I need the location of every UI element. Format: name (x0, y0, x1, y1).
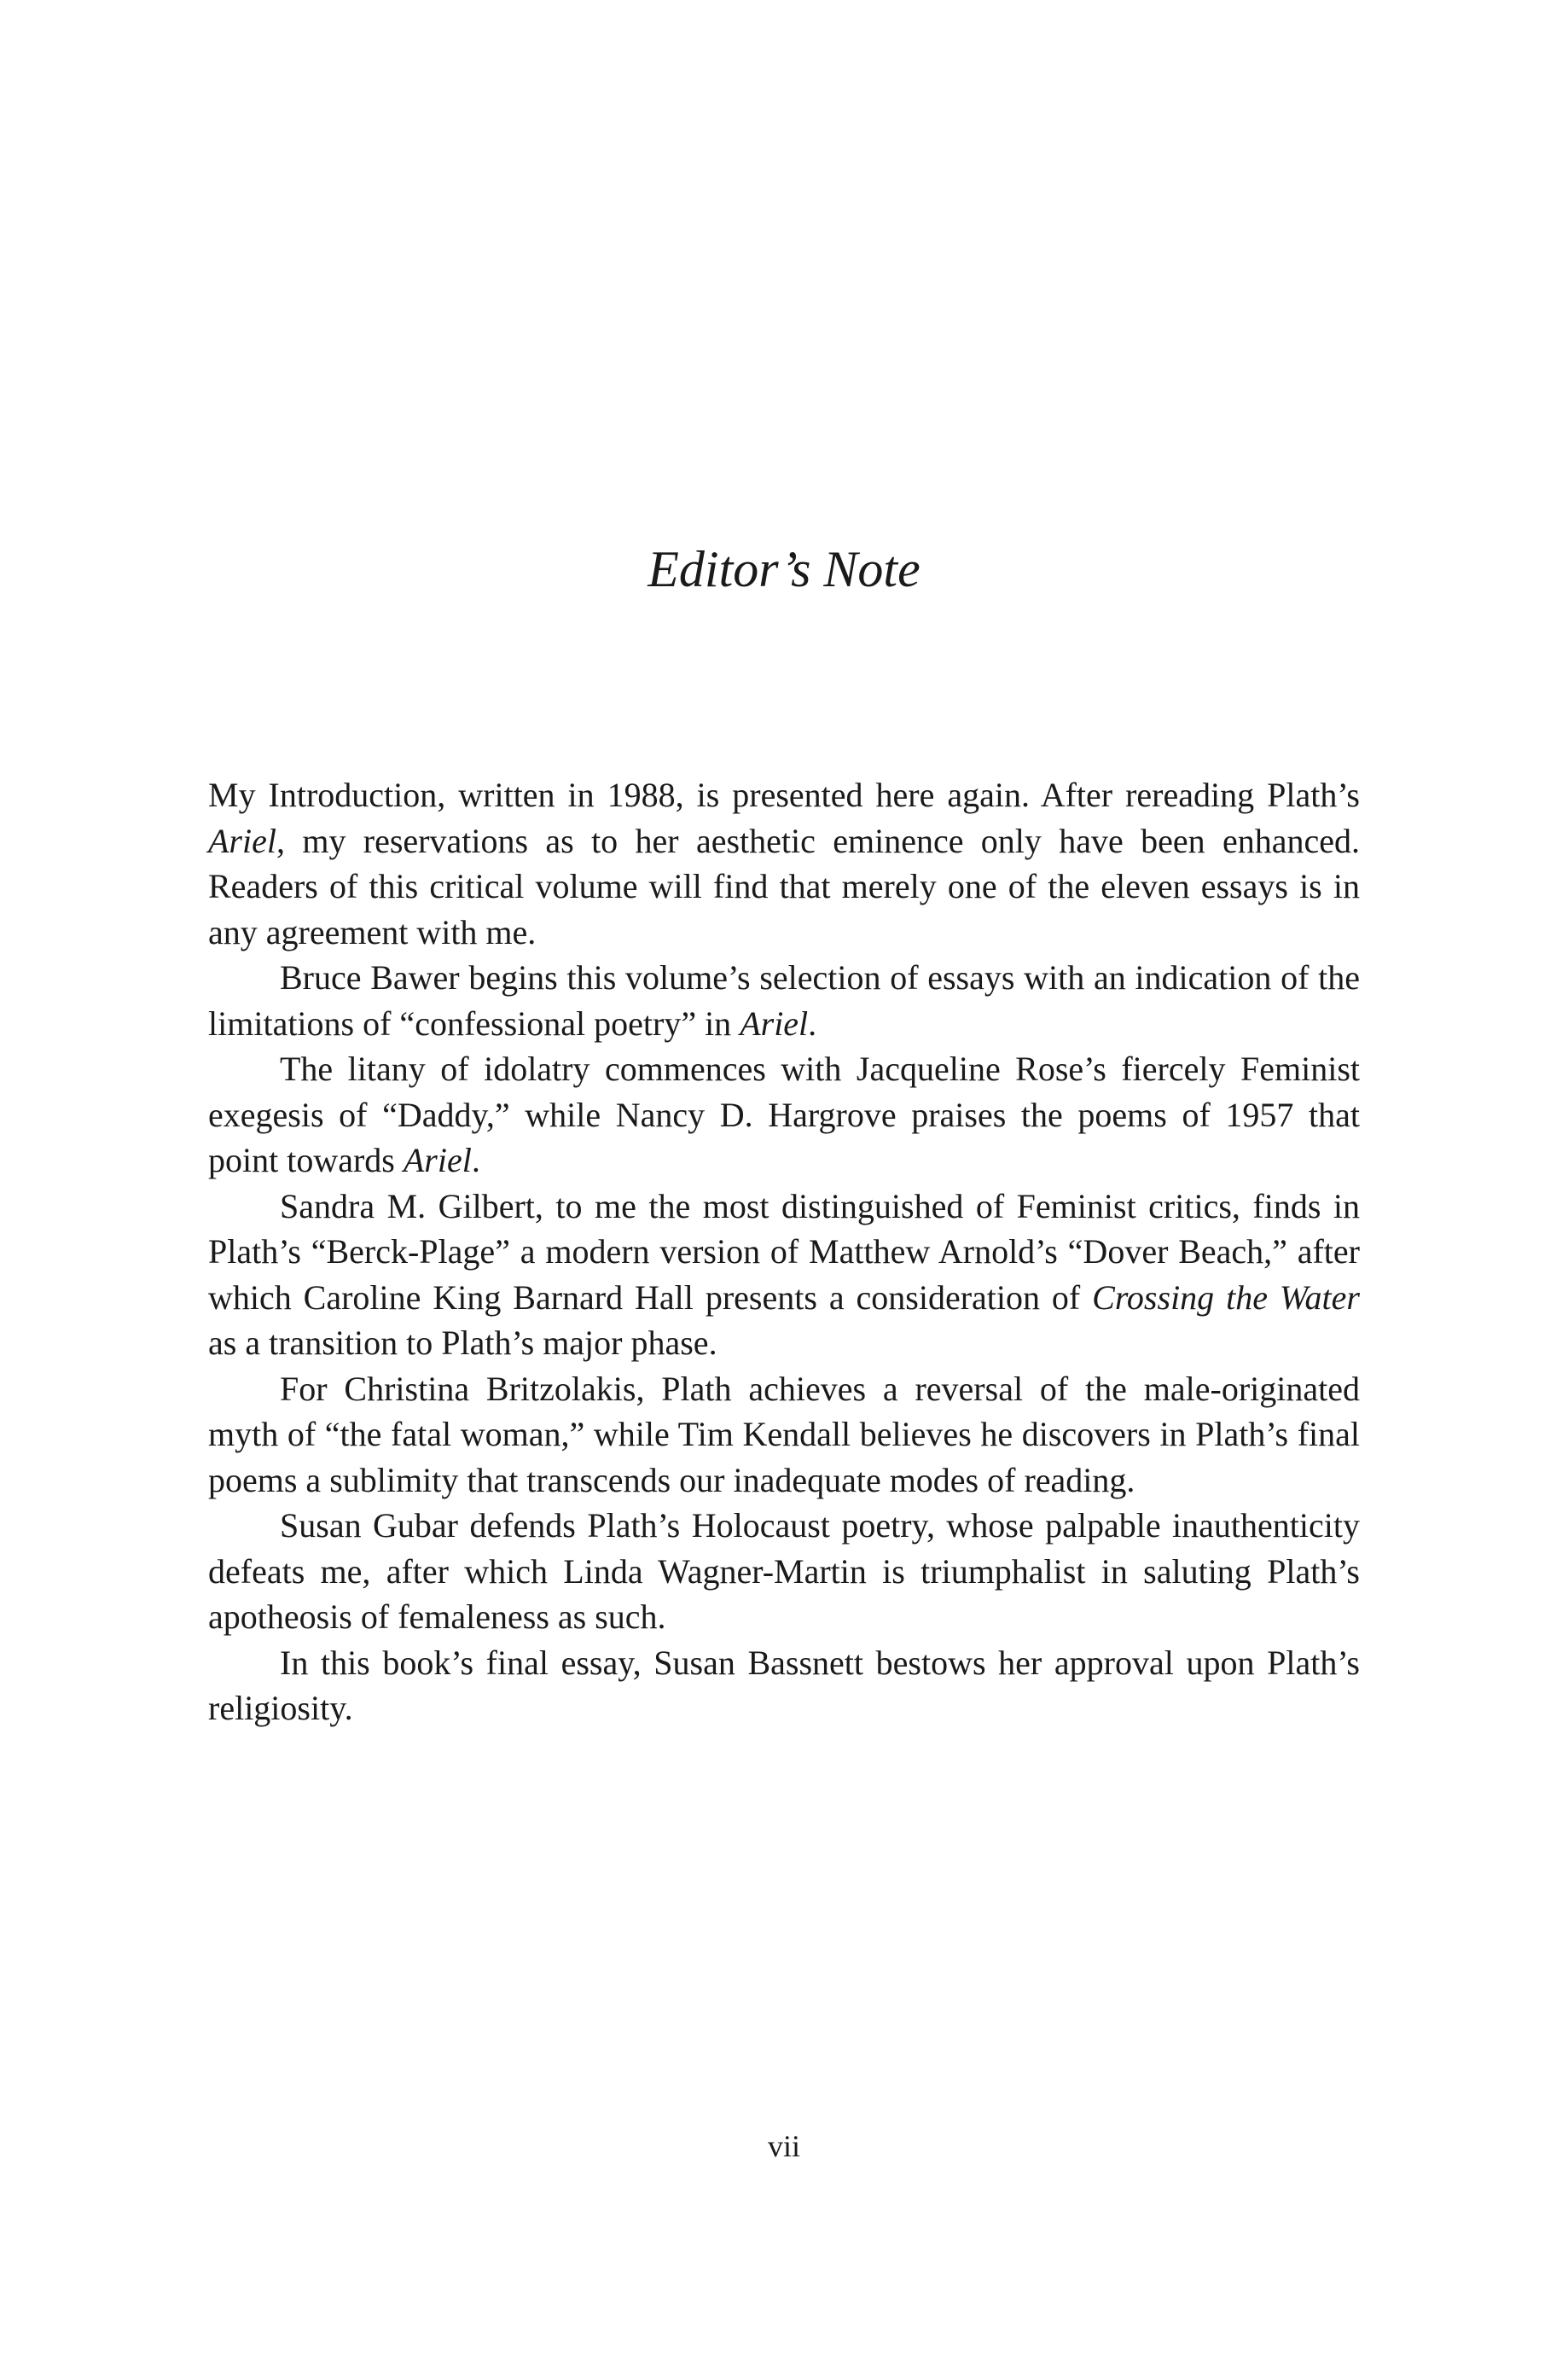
page-title: Editor’s Note (648, 541, 920, 597)
paragraph (208, 955, 1360, 1046)
paragraph (208, 772, 1360, 955)
book-title-crossing-the-water: Crossing the Water (1092, 1277, 1360, 1317)
page-number: vii (767, 2129, 800, 2163)
book-title-ariel: Ariel (403, 1141, 472, 1179)
paragraph (208, 1503, 1360, 1640)
text-run: . (808, 1004, 817, 1043)
editors-note-body (208, 772, 1360, 1731)
text-run: For Christina Britzolakis, Plath achieves a reversal of the male-originated myth of “the fatal woman,” while Tim Kendall believes he discovers in Plath’s final poems a sublimity that transcends our inadequate modes of reading. (208, 1369, 1360, 1499)
text-run: Bruce Bawer begins this volume’s selection of essays with an indication of the limitations of “confessional poetry” in (208, 958, 1360, 1043)
text-run: as a transition to Plath’s major phase. (208, 1324, 717, 1362)
book-title-ariel: Ariel (208, 821, 276, 860)
text-run: My Introduction, written in 1988, is presented here again. After rereading Plath’s (208, 776, 1360, 814)
paragraph (208, 1640, 1360, 1731)
text-run: . (471, 1141, 480, 1179)
text-run: In this book’s final essay, Susan Bassnett bestows her approval upon Plath’s religiosity. (208, 1643, 1360, 1727)
text-run: , my reservations as to her aesthetic eminence only have been enhanced. Readers of this critical volume will find that merely one of the eleven essays is in any agreement with me. (208, 821, 1360, 951)
paragraph (208, 1184, 1360, 1366)
paragraph (208, 1366, 1360, 1504)
paragraph (208, 1046, 1360, 1184)
book-title-ariel: Ariel (740, 1004, 809, 1043)
text-run: Sandra M. Gilbert, to me the most distinguished of Feminist critics, finds in Plath’s “Berck-Plage” a modern version of Matthew Arnold’s “Dover Beach,” after which Caroline King Barnard Hall presents a consideration of (208, 1186, 1360, 1317)
text-run: The litany of idolatry commences with Jacqueline Rose’s fiercely Feminist exegesis of “Daddy,” while Nancy D. Hargrove praises the poems of 1957 that point towards (208, 1050, 1360, 1179)
text-run: Susan Gubar defends Plath’s Holocaust poetry, whose palpable inauthenticity defeats me, after which Linda Wagner-Martin is triumphalist in saluting Plath’s apotheosis of femaleness as such. (208, 1506, 1360, 1636)
